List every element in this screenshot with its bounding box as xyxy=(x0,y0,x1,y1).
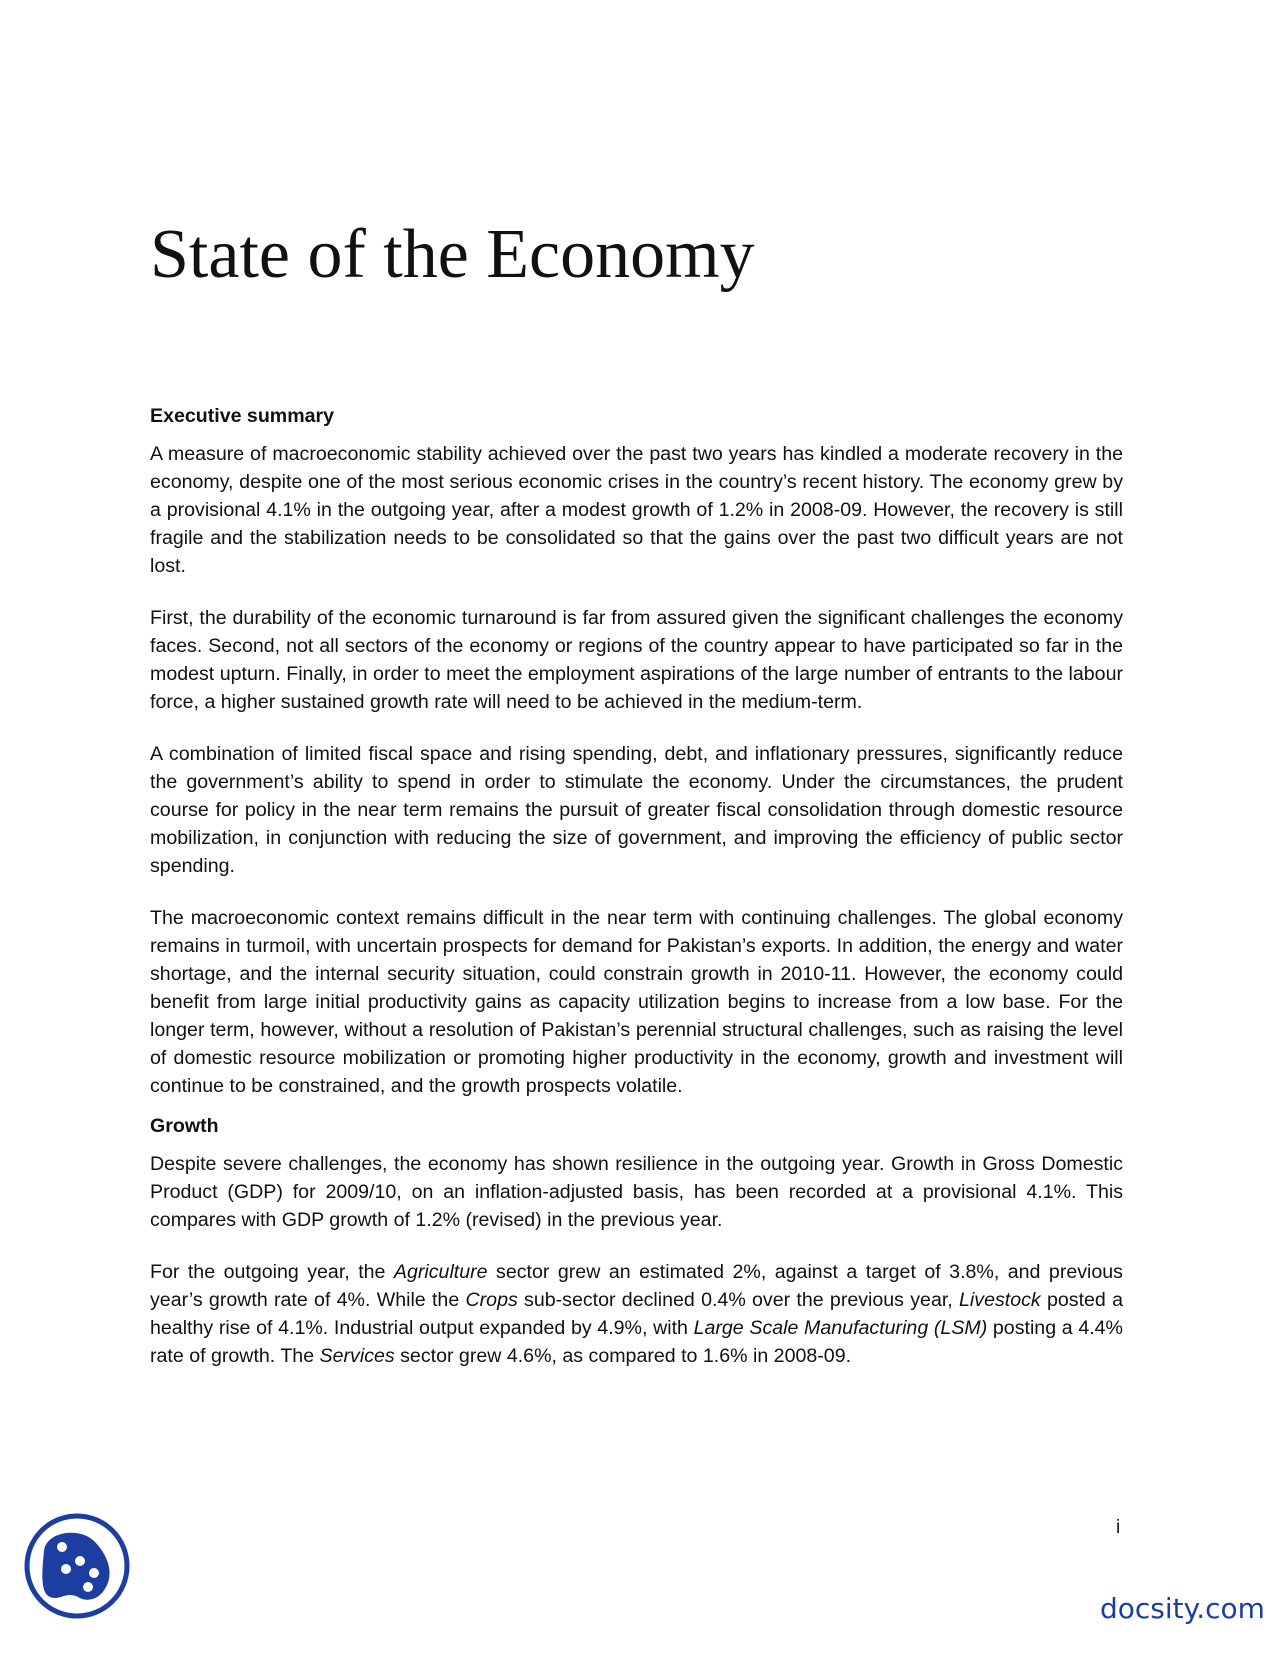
paragraph: A measure of macroeconomic stability achieved over the past two years has kindled a moderate recovery in the economy, despite one of the most serious economic crises in the country’s recent history. The economy grew by a provisional 4.1% in the outgoing year, after a modest growth of 1.2% in 2008-09. However, the recovery is still fragile and the stabilization needs to be consolidated so that the gains over the past two difficult years are not lost. xyxy=(150,443,1123,577)
page-title: State of the Economy xyxy=(150,216,755,293)
italic-term-livestock: Livestock xyxy=(959,1289,1041,1311)
paragraph: Despite severe challenges, the economy has shown resilience in the outgoing year. Growth in Gross Domestic Product (GDP) for 2009/10, on an inflation-adjusted basis, has been recorded at a provisional 4.1%. This compares with GDP growth of 1.2% (revised) in the previous year. xyxy=(150,1153,1123,1231)
docsity-brand-link[interactable]: docsity.com xyxy=(1100,1592,1265,1625)
text-run: sub-sector declined 0.4% over the previous year, xyxy=(517,1289,960,1311)
text-run: For the outgoing year, the xyxy=(150,1261,394,1283)
page-number: i xyxy=(1116,1517,1121,1538)
text-run: sector grew an estimated 2%, against a target of 3.8%, and previous year’s growth rate of 4%. While the xyxy=(150,1261,1123,1311)
paragraph: A combination of limited fiscal space and rising spending, debt, and inflationary pressures, significantly reduce the government’s ability to spend in order to stimulate the economy. Under the circumstances, the prudent course for policy in the near term remains the pursuit of greater fiscal consolidation through domestic resource mobilization, in conjunction with reducing the size of government, and improving the efficiency of public sector spending. xyxy=(150,743,1123,877)
text-run: posted a healthy rise of 4.1%. Industrial output expanded by 4.9%, with xyxy=(150,1289,1123,1339)
text-run: posting a 4.4% rate of growth. The xyxy=(150,1317,1123,1367)
italic-term-lsm: Large Scale Manufacturing (LSM) xyxy=(693,1317,988,1339)
docsity-logo-icon[interactable] xyxy=(22,1511,132,1621)
section-heading-executive-summary: Executive summary xyxy=(150,405,335,427)
italic-term-services: Services xyxy=(319,1345,395,1367)
paragraph-growth-sectors xyxy=(150,1258,1123,1370)
text-run: sector grew 4.6%, as compared to 1.6% in 2008-09. xyxy=(394,1345,852,1367)
section-heading-growth: Growth xyxy=(150,1115,219,1137)
italic-term-crops: Crops xyxy=(465,1289,518,1311)
italic-term-agriculture: Agriculture xyxy=(393,1261,488,1283)
paragraph: First, the durability of the economic turnaround is far from assured given the significant challenges the economy faces. Second, not all sectors of the economy or regions of the country appear to have participated so far in the modest upturn. Finally, in order to meet the employment aspirations of the large number of entrants to the labour force, a higher sustained growth rate will need to be achieved in the medium-term. xyxy=(150,607,1123,713)
document-body xyxy=(150,402,1123,1394)
paragraph: The macroeconomic context remains difficult in the near term with continuing challenges. The global economy remains in turmoil, with uncertain prospects for demand for Pakistan’s exports. In addition, the energy and water shortage, and the internal security situation, could constrain growth in 2010-11. However, the economy could benefit from large initial productivity gains as capacity utilization begins to increase from a low base. For the longer term, however, without a resolution of Pakistan’s perennial structural challenges, such as raising the level of domestic resource mobilization or promoting higher productivity in the economy, growth and investment will continue to be constrained, and the growth prospects volatile. xyxy=(150,907,1123,1097)
